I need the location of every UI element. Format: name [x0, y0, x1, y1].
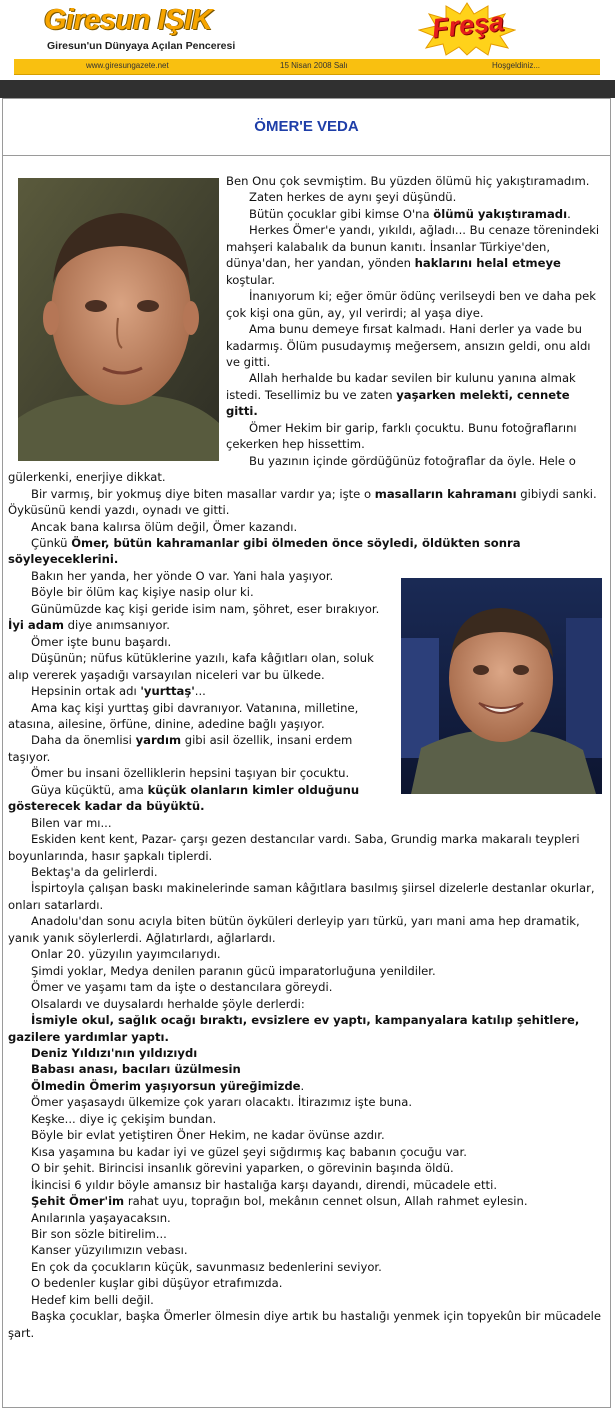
website-link[interactable]: www.giresungazete.net: [86, 61, 169, 70]
article-paragraph: [8, 1045, 604, 1061]
text-run: O bir şehit. Birincisi insanlık görevini yaparken, o görevinin başında öldü.: [31, 1161, 454, 1176]
text-run: Düşünün; nüfus kütüklerine yazılı, kafa kâğıtları olan, soluk alıp vererek yaşadığı varsayılan niceleri var bu ülkede.: [8, 651, 374, 682]
text-run: Herkes Ömer'e yandı, yıkıldı, ağladı... Bu cenaze törenindeki mahşeri kalabalık da bunun kanıtı. İnsanlar Türkiye'den, dünya'dan, her yandan, yönden: [226, 223, 600, 271]
photo-boy-smiling: [401, 578, 602, 794]
text-run: Keşke... diye iç çekişim bundan.: [31, 1111, 217, 1126]
text-run: Ömer yaşasaydı ülkemize çok yararı olacaktı. İtirazımız işte buna.: [31, 1095, 413, 1110]
article-paragraph: [8, 1210, 604, 1226]
article-paragraph: [8, 963, 604, 979]
article-paragraph: [8, 946, 604, 962]
article-paragraph: [8, 864, 604, 880]
article-paragraph: [8, 1259, 604, 1275]
title-row: [2, 98, 611, 156]
article-paragraph: [8, 1012, 604, 1045]
text-run: Başka çocuklar, başka Ömerler ölmesin diye artık bu hastalığı yenmek için topyekûn bir mücadele şart.: [8, 1309, 602, 1340]
text-run: Bilen var mı...: [31, 815, 112, 830]
text-run: Daha da önemlisi: [31, 733, 136, 748]
article-paragraph: [8, 1144, 604, 1160]
article-paragraph: [8, 1111, 604, 1127]
site-header: [0, 0, 615, 78]
text-run: O bedenler kuşlar gibi düşüyor etrafımızda.: [31, 1276, 283, 1291]
bold-text: İyi adam: [8, 618, 64, 633]
text-run: gibiydi sanki. Öyküsünü kendi yazdı, oynadı ve gitti.: [8, 486, 597, 518]
text-run: diye anımsanıyor.: [63, 618, 170, 633]
text-run: Kısa yaşamına bu kadar iyi ve güzel şeyi sığdırmış kaç babanın çocuğu var.: [31, 1144, 467, 1159]
text-run: gibi asil özellik, insani erdem taşıyor.: [8, 733, 353, 764]
text-run: Kanser yüzyılımızın vebası.: [31, 1243, 188, 1258]
article-paragraph: [8, 519, 604, 535]
bold-text: İsmiyle okul, sağlık ocağı bıraktı, evsizlere ev yaptı, kampanyalara katılıp şehitlere, gazilere yardımlar yaptı.: [8, 1013, 580, 1044]
photo-boy-portrait: [18, 178, 219, 461]
text-run: rahat uyu, toprağın bol, mekânın cennet olsun, Allah rahmet eylesin.: [124, 1194, 528, 1209]
text-run: Ömer Hekim bir garip, farklı çocuktu. Bunu fotoğraflarını çekerken hep hissettim.: [226, 420, 577, 452]
article-paragraph: [8, 880, 604, 913]
article-paragraph: [8, 1160, 604, 1176]
article-paragraph: [8, 1061, 604, 1077]
article-title: ÖMER'E VEDA: [254, 118, 359, 135]
bold-text: masalların kahramanı: [374, 486, 517, 501]
bold-text: Şehit Ömer'im: [31, 1194, 125, 1209]
article-paragraph: [8, 1308, 604, 1341]
article-paragraph: [8, 1226, 604, 1242]
date-text: 15 Nisan 2008 Salı: [280, 61, 348, 70]
text-run: Bu yazının içinde gördüğünüz fotoğraflar da öyle. Hele o gülerkenki, enerjiye dikkat.: [8, 453, 576, 485]
sponsor-word: Freşa: [430, 6, 506, 44]
site-logo-title[interactable]: Giresun IŞIK: [44, 4, 213, 36]
bold-text: Babası anası, bacıları üzülmesin: [31, 1062, 241, 1077]
article-paragraph: [8, 1177, 604, 1193]
bold-text: Deniz Yıldızı'nın yıldızıydı: [31, 1046, 198, 1061]
text-run: Ömer işte bunu başardı.: [31, 634, 172, 649]
bold-text: 'yurttaş': [140, 684, 195, 699]
text-run: Allah herhalde bu kadar sevilen bir kulunu yanına almak istedi. Tesellimiz bu ve zaten: [226, 371, 576, 402]
text-run: Böyle bir evlat yetiştiren Öner Hekim, ne kadar övünse azdır.: [31, 1128, 385, 1143]
article-paragraph: [8, 913, 604, 946]
text-run: İkincisi 6 yıldır böyle amansız bir hastalığa karşı dayandı, direndi, mücadele etti.: [31, 1177, 498, 1192]
article-paragraph: [8, 1078, 604, 1094]
text-run: İspirtoyla çalışan baskı makinelerinde saman kâğıtlara basılmış şiirsel dizelerle destanlar okurlar, onları satarlardı.: [8, 881, 595, 912]
bold-text: yaşarken melekti, cennete gitti.: [226, 387, 570, 419]
article-paragraph: [8, 831, 604, 864]
article-paragraph: [8, 1292, 604, 1308]
text-run: Bütün çocuklar gibi kimse O'na: [249, 206, 434, 221]
article-paragraph: [8, 815, 604, 831]
text-run: Güya küçüktü, ama: [31, 782, 148, 797]
bold-text: ölümü yakıştıramadı: [433, 206, 568, 221]
text-run: Ama bunu demeye fırsat kalmadı. Hani derler ya vade bu kadarmış. Ölüm pusudaymış meğersem, ansızın geldi, onu aldı ve gitti.: [226, 322, 591, 369]
text-run: .: [567, 206, 571, 221]
welcome-text: Hoşgeldiniz...: [492, 61, 541, 70]
text-run: Ben Onu çok sevmiştim. Bu yüzden ölümü hiç yakıştıramadım.: [226, 174, 590, 188]
text-run: Bir son sözle bitirelim...: [31, 1227, 167, 1241]
bold-text: Ölmedin Ömerim yaşıyorsun yüreğimizde: [31, 1078, 301, 1093]
bold-text: küçük olanların kimler olduğunu gösterecek kadar da büyüktü.: [8, 782, 360, 814]
text-run: Eskiden kent kent, Pazar- çarşı gezen destancılar vardı. Saba, Grundig marka makaralı teypleri boyunlarında, hasır şapkalı tiplerdi.: [8, 832, 580, 863]
text-run: koştular.: [226, 272, 276, 287]
text-run: Ama kaç kişi yurttaş gibi davranıyor. Vatanına, milletine, atasına, ailesine, örfüne, dinine, adedine bağlı yaşıyor.: [8, 700, 359, 731]
text-run: En çok da çocukların küçük, savunmasız bedenlerini seviyor.: [31, 1259, 382, 1274]
text-run: Anadolu'dan sonu acıyla biten bütün öyküleri derleyip yarı türkü, yarı mani ama hep dramatik, yanık yanık söylerlerdi. Ağlatırlardı, ağlarlardı.: [8, 914, 580, 945]
bold-text: yardım: [135, 733, 182, 748]
text-run: .: [300, 1078, 305, 1093]
text-run: Günümüzde kaç kişi geride isim nam, şöhret, eser bırakıyor.: [31, 601, 380, 616]
text-run: Ömer ve yaşamı tam da işte o destancılara göreydi.: [31, 980, 333, 995]
nav-bar: [0, 80, 615, 98]
text-run: Zaten herkes de aynı şeyi düşündü.: [249, 190, 457, 205]
text-run: ...: [194, 684, 206, 699]
text-run: İnanıyorum ki; eğer ömür ödünç verilseydi ben ve daha pek çok kişi ona gün, ay, yıl verirdi; al yaşa diye.: [226, 289, 597, 320]
article-paragraph: [8, 1094, 604, 1110]
text-run: Ancak bana kalırsa ölüm değil, Ömer kazandı.: [31, 519, 298, 534]
article-paragraph: [8, 1242, 604, 1258]
text-run: Çünkü: [31, 535, 72, 550]
text-run: Bir varmış, bir yokmuş diye biten masallar vardır ya; işte o: [31, 486, 375, 501]
text-run: Anılarınla yaşayacaksın.: [31, 1210, 171, 1225]
text-run: Olsalardı ve duysalardı herhalde şöyle derlerdi:: [31, 996, 305, 1011]
sponsor-logo[interactable]: [418, 2, 516, 56]
text-run: Onlar 20. yüzyılın yayımcılarıydı.: [31, 947, 221, 962]
article-paragraph: [8, 1193, 604, 1209]
text-run: Bektaş'a da gelirlerdi.: [31, 865, 158, 880]
article-paragraph: [8, 486, 604, 519]
bold-text: Ömer, bütün kahramanlar gibi ölmeden önce söyledi, öldükten sonra söyleyeceklerini.: [8, 535, 521, 567]
article-paragraph: [8, 535, 604, 568]
text-run: Hedef kim belli değil.: [31, 1292, 154, 1307]
site-tagline: Giresun'un Dünyaya Açılan Penceresi: [47, 40, 236, 52]
text-run: Bakın her yanda, her yönde O var. Yani hala yaşıyor.: [31, 568, 334, 583]
text-run: Böyle bir ölüm kaç kişiye nasip olur ki.: [31, 585, 254, 600]
text-run: Şimdi yoklar, Medya denilen paranın gücü imparatorluğuna yenildiler.: [31, 963, 436, 978]
text-run: Ömer bu insani özelliklerin hepsini taşıyan bir çocuktu.: [31, 766, 350, 781]
article-paragraph: [8, 979, 604, 995]
brand-bar: [14, 59, 600, 75]
article-paragraph: [8, 996, 604, 1012]
bold-text: haklarını helal etmeye: [414, 256, 561, 271]
article-paragraph: [8, 1127, 604, 1143]
article-paragraph: [8, 1275, 604, 1291]
text-run: Hepsinin ortak adı: [31, 684, 141, 699]
article-body: [8, 173, 604, 1341]
